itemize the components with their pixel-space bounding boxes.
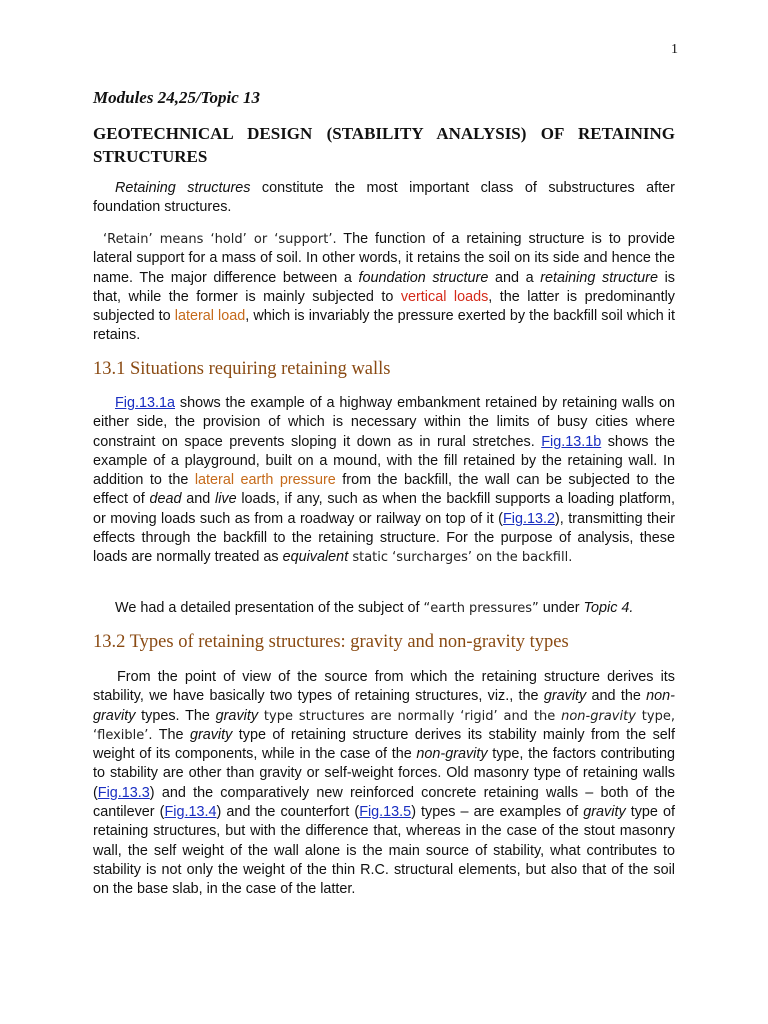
fig-13-3-link[interactable]: Fig.13.3 [97,784,150,801]
lateral-load-term: lateral load [174,308,246,325]
section-13-1-paragraph-1: Fig.13.1a shows the example of a highway embankment retained by retaining walls on either side, the provision of which is necessary within the limits of busy cities where constraint on space prevents sloping it down as in rural stretches. Fig.13.1b shows the example of a playground, built on a mound, with the fill retained by the retaining wall. In addition to the lateral earth pressure from the backfill, the wall can be subjected to the effect of dead and live loads, if any, such as when the backfill supports a loading platform, or moving loads such as from a roadway or railway on top of it (Fig.13.2), transmitting their effects through the backfill to the retaining structure. For the purpose of analysis, these loads are normally treated as equivalent static ‘surcharges’ on the backfill. [93,395,676,566]
intro-paragraph-1: Retaining structures constitute the most important class of substructures after foundation structures. [93,180,675,216]
section-13-1-paragraph-2: We had a detailed presentation of the subject of “earth pressures” under Topic 4. [115,600,634,616]
fig-13-1a-link[interactable]: Fig.13.1a [115,395,176,411]
vertical-loads-term: vertical loads [400,288,489,305]
module-line: Modules 24,25/Topic 13 [93,88,261,107]
section-heading-13-1: 13.1 Situations requiring retaining walls [93,359,391,379]
section-heading-13-2: 13.2 Types of retaining structures: gravity and non-gravity types [93,632,569,652]
fig-13-2-link[interactable]: Fig.13.2 [502,510,555,527]
section-13-2-paragraph-1: From the point of view of the source from which the retaining structure derives its stability, we have basically two types of retaining structures, viz., the gravity and the non-gravity types. The gravity type structures are normally ‘rigid’ and the non-gravity type, ‘flexible’. The gravity type of retaining structure derives its stability mainly from the self weight of its components, while in the case of the non-gravity type, the factors contributing to stability are other than gravity or self-weight forces. Old masonry type of retaining walls (Fig.13.3) and the comparatively new reinforced concrete retaining walls – both of the cantilever (Fig.13.4) and the counterfort (Fig.13.5) types – are examples of gravity type of retaining structures, but with the difference that, whereas in the case of the stout masonry wall, the self weight of the wall alone is the main source of stability, what contributes to stability is not only the weight of the thin R.C. structural elements, but also that of the soil on the base slab, in the case of the latter. [93,669,676,898]
retain-definition: ‘Retain’ means ‘hold’ or ‘support’. [103,232,337,247]
fig-13-4-link[interactable]: Fig.13.4 [164,804,217,821]
fig-13-1b-link[interactable]: Fig.13.1b [541,433,602,450]
fig-13-5-link[interactable]: Fig.13.5 [359,804,412,821]
page-number: 1 [671,42,678,57]
lateral-earth-pressure-term: lateral earth pressure [194,472,336,489]
retaining-structures-term: Retaining structures [115,180,251,196]
intro-paragraph-2: ‘Retain’ means ‘hold’ or ‘support’. The function of a retaining structure is to provide lateral support for a mass of soil. In other words, it retains the soil on its side and hence the name. The major difference between a foundation structure and a retaining structure is that, while the former is mainly subjected to vertical loads, the latter is predominantly subjected to lateral load, which is invariably the pressure exerted by the backfill soil which it retains. [93,231,676,344]
document-title: GEOTECHNICAL DESIGN (STABILITY ANALYSIS) OF RETAINING STRUCTURES [93,124,675,166]
